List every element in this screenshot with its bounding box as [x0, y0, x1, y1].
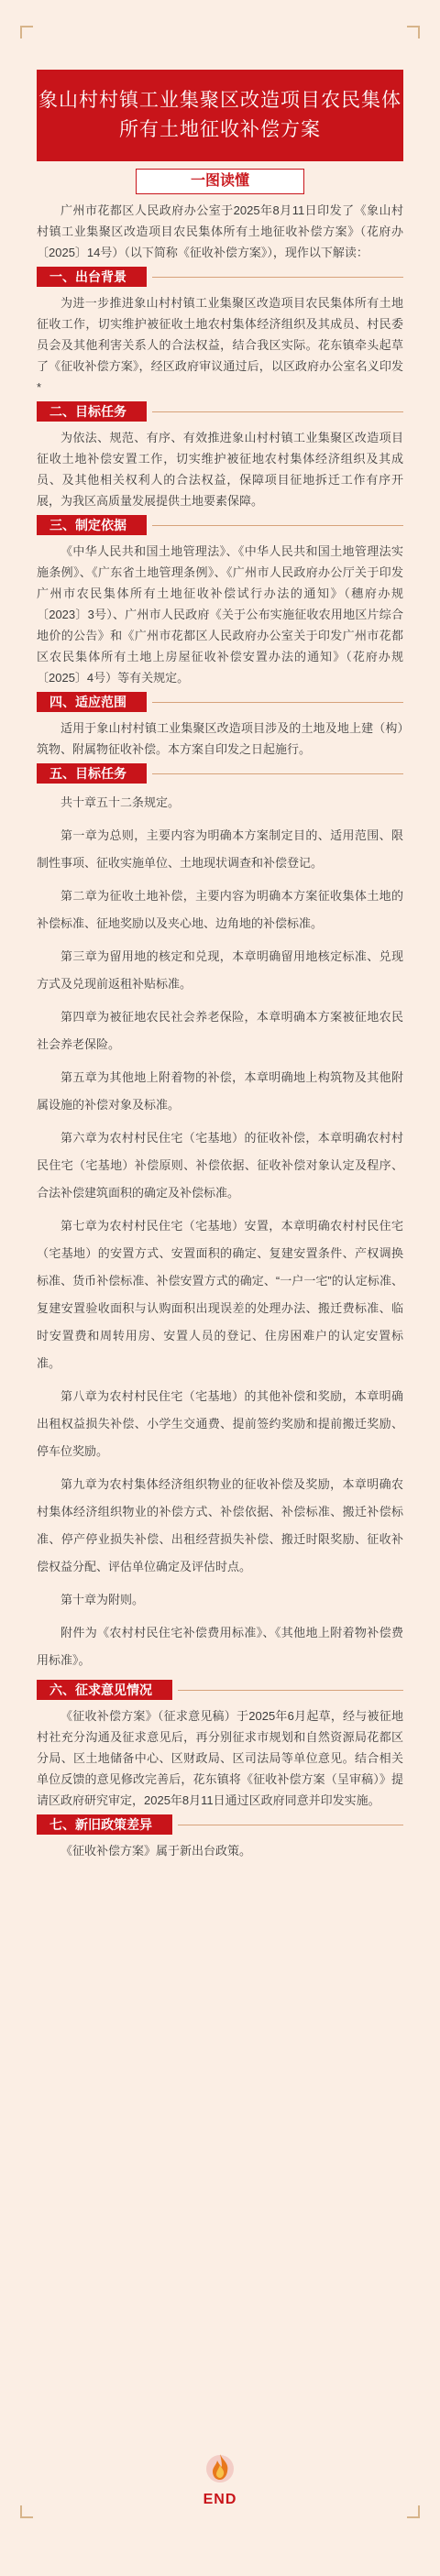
section-heading — [37, 1814, 403, 1835]
frame-corner — [20, 26, 33, 38]
end-marker — [183, 2449, 257, 2508]
section-paragraph: 第五章为其他地上附着物的补偿，本章明确地上构筑物及其他附属设施的补偿对象及标准。 — [37, 1070, 403, 1112]
section-divider — [152, 773, 403, 774]
section-paragraph: 适用于象山村村镇工业集聚区改造项目涉及的土地及地上建（构）筑物、附属物征收补偿。本方案自印发之日起施行。 — [37, 721, 403, 756]
section-paragraph: 第六章为农村村民住宅（宅基地）的征收补偿，本章明确农村村民住宅（宅基地）补偿原则、补偿依据、征收补偿对象认定及程序、合法补偿建筑面积的确定及补偿标准。 — [37, 1131, 403, 1200]
section-divider — [152, 702, 403, 703]
section-heading — [37, 401, 403, 422]
section-paragraph: 《征收补偿方案》（征求意见稿）于2025年6月起草，经与被征地村社充分沟通及征求意见后，再分别征求市规划和自然资源局花都区分局、区土地储备中心、区财政局、区司法局等单位意见。结合相关单位反馈的意见修改完善后，花东镇将《征收补偿方案（呈审稿）》提请区政府研究审定，2025年8月11日通过区政府同意并印发实施。 — [37, 1709, 403, 1807]
section-heading-label: 七、新旧政策差异 — [37, 1814, 172, 1835]
section-paragraph: 《征收补偿方案》属于新出台政策。 — [60, 1844, 252, 1858]
section-divider — [178, 1690, 403, 1691]
section-paragraph: 第四章为被征地农民社会养老保险，本章明确本方案被征地农民社会养老保险。 — [37, 1010, 403, 1051]
sections-container — [37, 267, 403, 1861]
frame-corner — [407, 2505, 420, 2518]
section-paragraph: 第七章为农村村民住宅（宅基地）安置，本章明确农村村民住宅（宅基地）的安置方式、安置面积的确定、复建安置条件、产权调换标准、货币补偿标准、补偿安置方式的确定、“一户一宅”的认定标准、复建安置验收面积与认购面积出现误差的处理办法、搬迁费标准、临时安置费和周转用房、安置人员的登记、住房困难户的认定安置标准。 — [37, 1219, 403, 1370]
section-divider — [152, 411, 403, 412]
section-heading-label: 六、征求意见情况 — [37, 1680, 172, 1700]
section-paragraph: 第九章为农村集体经济组织物业的征收补偿及奖励，本章明确农村集体经济组织物业的补偿方式、补偿依据、补偿标准、搬迁补偿标准、停产停业损失补偿、出租经营损失补偿、搬迁时限奖励、征收补偿权益分配、评估单位确定及评估时点。 — [37, 1477, 403, 1573]
intro-paragraph: 广州市花都区人民政府办公室于2025年8月11日印发了《象山村村镇工业集聚区改造项目农民集体所有土地征收补偿方案》（花府办〔2025〕14号）（以下简称《征收补偿方案》），现作以下解读： — [37, 203, 403, 259]
section-paragraph: 第三章为留用地的核定和兑现，本章明确留用地核定标准、兑现方式及兑现前返租补贴标准。 — [37, 949, 403, 991]
section-paragraph: 附件为《农村村民住宅补偿费用标准》、《其他地上附着物补偿费用标准》。 — [37, 1626, 403, 1667]
section-paragraph: 共十章五十二条规定。 — [60, 795, 181, 809]
frame-corner — [20, 2505, 33, 2518]
article-body — [37, 200, 403, 1861]
section-paragraph: 《中华人民共和国土地管理法》、《中华人民共和国土地管理法实施条例》、《广东省土地管理条例》、《广州市人民政府办公厅关于印发广州市农民集体所有土地征收补偿试行办法的通知》（穗府办规〔2023〕3号）、广州市人民政府《关于公布实施征收农用地区片综合地价的公告》和《广州市花都区人民政府办公室关于印发广州市花都区农民集体所有土地上房屋征收补偿安置办法的通知》（花府办规〔2025〕4号）等有关规定。 — [37, 544, 403, 685]
section-paragraph: 为进一步推进象山村村镇工业集聚区改造项目农民集体所有土地征收工作，切实维护被征收土地农村集体经济组织及其成员、村民委员会及其他利害关系人的合法权益，结合我区实际。花东镇牵头起草了《征收补偿方案》，经区政府审议通过后，以区政府办公室名义印发 * — [37, 296, 403, 394]
end-label: END — [203, 2492, 237, 2507]
section-paragraph: 第二章为征收土地补偿，主要内容为明确本方案征收集体土地的补偿标准、征地奖励以及夹心地、边角地的补偿标准。 — [37, 889, 403, 930]
section-heading — [37, 763, 403, 784]
section-paragraph: 第八章为农村村民住宅（宅基地）的其他补偿和奖励，本章明确出租权益损失补偿、小学生交通费、提前签约奖励和提前搬迁奖励、停车位奖励。 — [37, 1389, 403, 1458]
section-divider — [152, 525, 403, 526]
section-divider — [152, 277, 403, 278]
section-heading — [37, 1680, 403, 1700]
section-heading — [37, 267, 403, 287]
flame-icon — [202, 2449, 238, 2485]
section-heading — [37, 515, 403, 535]
section-heading-label: 二、目标任务 — [37, 401, 147, 422]
section-heading-label: 三、制定依据 — [37, 515, 147, 535]
title-banner — [37, 70, 403, 161]
section-paragraph: 第十章为附则。 — [60, 1593, 145, 1606]
section-heading-label: 一、出台背景 — [37, 267, 147, 287]
section-heading-label: 五、目标任务 — [37, 763, 147, 784]
page-subtitle: 一图读懂 — [136, 169, 304, 194]
section-heading — [37, 692, 403, 712]
section-heading-label: 四、适应范围 — [37, 692, 147, 712]
section-paragraph: 为依法、规范、有序、有效推进象山村村镇工业集聚区改造项目征收土地补偿安置工作，切实维护被征地农村集体经济组织及其成员、及其他相关权利人的合法权益，保障项目征地拆迁工作有序开展，为我区高质量发展提供土地要素保障。 — [37, 431, 403, 508]
frame-corner — [407, 26, 420, 38]
page-title: 象山村村镇工业集聚区改造项目农民集体所有土地征收补偿方案 — [38, 90, 402, 140]
section-paragraph: 第一章为总则，主要内容为明确本方案制定目的、适用范围、限制性事项、征收实施单位、土地现状调查和补偿登记。 — [37, 828, 403, 870]
